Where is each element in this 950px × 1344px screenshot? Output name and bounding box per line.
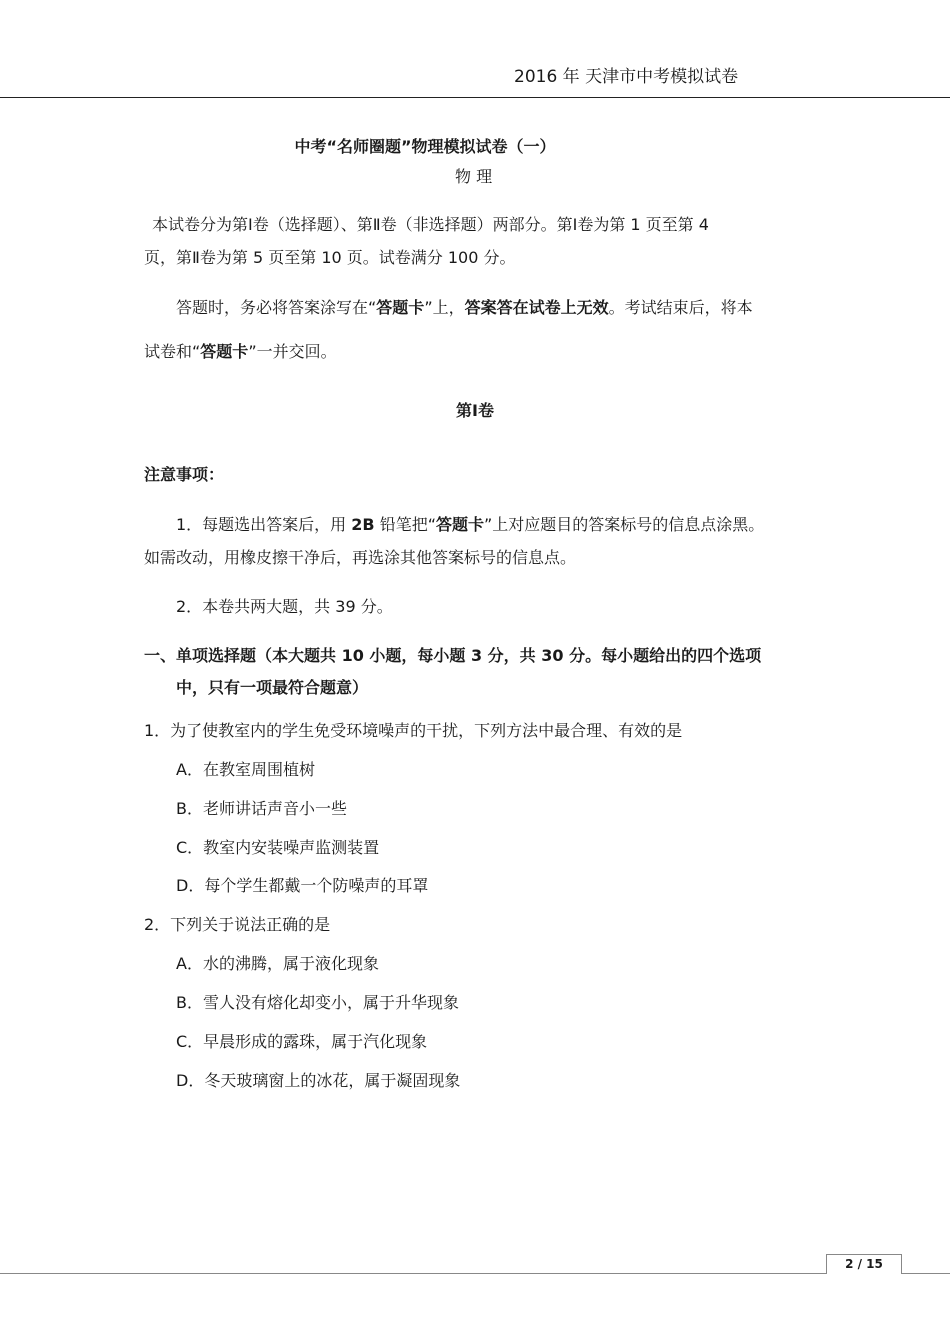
note-1-line-1 — [176, 512, 764, 535]
question-2-option-c: C．早晨形成的露珠，属于汽化现象 — [176, 1032, 428, 1051]
notes-heading: 注意事项： — [144, 465, 225, 484]
pencil-type: 2B — [351, 515, 375, 534]
intro-line-1: 本试卷分为第Ⅰ卷（选择题）、第Ⅱ卷（非选择题）两部分。第Ⅰ卷为第 1 页至第 4 — [152, 215, 709, 234]
intro-line-3 — [176, 295, 753, 318]
invalid-answer-warning: 答案答在试卷上无效 — [464, 298, 609, 317]
question-2-option-d: D．冬天玻璃窗上的冰花，属于凝固现象 — [176, 1071, 461, 1090]
header-divider — [0, 97, 950, 98]
answer-card-emphasis: 答题卡 — [376, 298, 425, 317]
intro-text: 试卷和“ — [144, 342, 201, 361]
page-number: 2 / 15 — [826, 1254, 902, 1274]
note-2: 2．本卷共两大题，共 39 分。 — [176, 597, 393, 616]
intro-text: ”一并交回。 — [248, 342, 337, 361]
note-1-line-2: 如需改动，用橡皮擦干净后，再选涂其他答案标号的信息点。 — [144, 548, 577, 567]
paper-subject: 物 理 — [455, 167, 493, 186]
note-text: 1．每题选出答案后，用 — [176, 515, 352, 534]
question-1-option-d: D．每个学生都戴一个防噪声的耳罩 — [176, 876, 429, 895]
question-2-option-a: A．水的沸腾，属于液化现象 — [176, 954, 379, 973]
paper-title: 中考“名师圈题”物理模拟试卷（一） — [294, 137, 556, 156]
question-1-option-a: A．在教室周围植树 — [176, 760, 315, 779]
answer-card-emphasis: 答题卡 — [436, 515, 485, 534]
header-title: 2016 年 天津市中考模拟试卷 — [514, 67, 739, 87]
section-heading: 第Ⅰ卷 — [456, 401, 494, 420]
intro-text: 。考试结束后，将本 — [608, 298, 753, 317]
answer-card-emphasis: 答题卡 — [200, 342, 249, 361]
question-2-option-b: B．雪人没有熔化却变小，属于升华现象 — [176, 993, 459, 1012]
intro-text: ”上， — [424, 298, 465, 317]
note-text: 铅笔把“ — [374, 515, 436, 534]
footer-divider — [0, 1273, 950, 1274]
intro-text: 答题时，务必将答案涂写在“ — [176, 298, 377, 317]
intro-line-4 — [144, 339, 337, 362]
question-2-stem: 2．下列关于说法正确的是 — [144, 915, 331, 934]
part1-heading-line-2: 中，只有一项最符合题意） — [176, 678, 369, 697]
question-1-option-b: B．老师讲话声音小一些 — [176, 799, 347, 818]
note-text: ”上对应题目的答案标号的信息点涂黑。 — [484, 515, 765, 534]
question-1-option-c: C．教室内安装噪声监测装置 — [176, 838, 380, 857]
part1-heading-line-1: 一、单项选择题（本大题共 10 小题，每小题 3 分，共 30 分。每小题给出的四个选项 — [144, 646, 762, 665]
question-1-stem: 1．为了使教室内的学生免受环境噪声的干扰，下列方法中最合理、有效的是 — [144, 721, 683, 740]
intro-line-2: 页，第Ⅱ卷为第 5 页至第 10 页。试卷满分 100 分。 — [144, 248, 516, 267]
